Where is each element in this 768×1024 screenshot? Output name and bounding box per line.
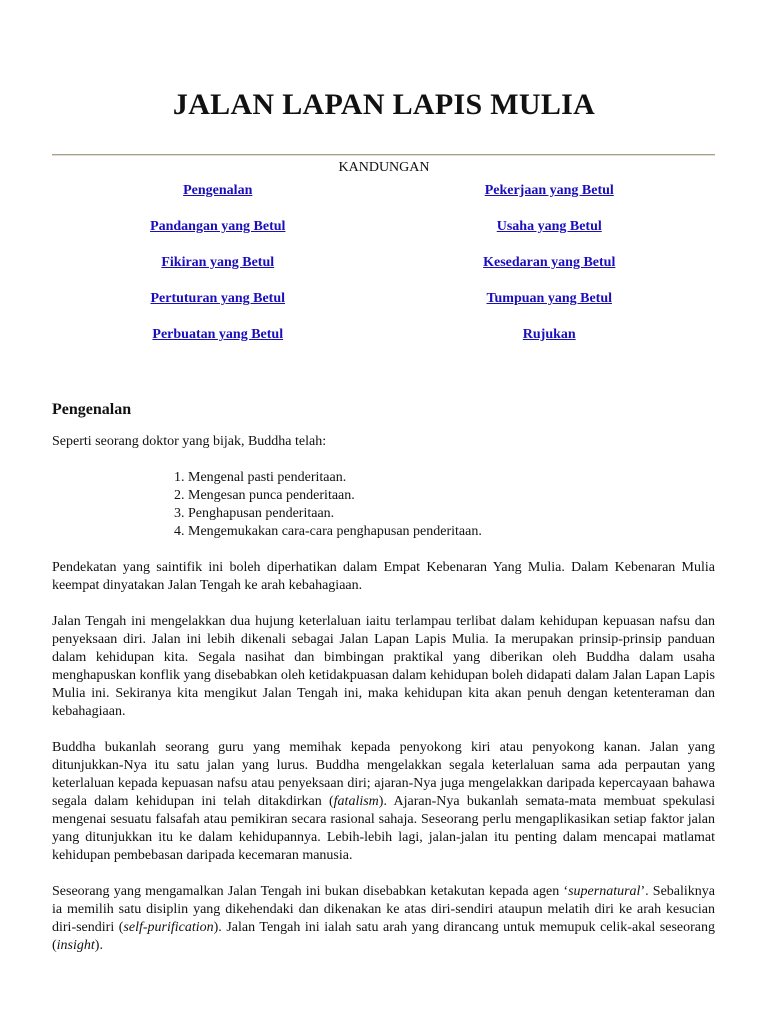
toc-link-pengenalan[interactable]: Pengenalan (183, 183, 253, 198)
list-item: 2. Mengesan punca penderitaan. (188, 487, 715, 505)
paragraph-2: Jalan Tengah ini mengelakkan dua hujung keterlaluan iaitu terlampau terlibat dalam kehidupan kepuasan nafsu dan penyeksaan diri. Jalan ini lebih dikenali sebagai Jalan Lapan Lapis Mulia. Ia merupakan prinsip-prinsip panduan dalam kehidupan kita. Segala nasihat dan bimbingan praktikal yang diberikan oleh Buddha dalam usaha menghapuskan konflik yang disebabkan oleh ketidakpuasan dalam kehidupan boleh didapati dalam Jalan Lapan Lapis Mulia ini. Sekiranya kita mengikut Jalan Tengah ini, maka kehidupan kita akan penuh dengan ketenteraman dan kebahagiaan. (52, 614, 715, 719)
p3-emphasis: fatalism (333, 794, 379, 809)
section-heading: Pengenalan (52, 401, 132, 418)
toc-heading: KANDUNGAN (338, 160, 430, 175)
toc-link-usaha[interactable]: Usaha yang Betul (496, 219, 602, 234)
p4-emphasis-3: insight (56, 938, 95, 953)
paragraph-4 (52, 883, 715, 955)
p3-text-a: Buddha bukanlah seorang guru yang memihak kepada penyokong kiri atau penyokong kanan. Jalan yang ditunjukkan-Nya itu satu jalan yang lurus. Buddha mengelakkan segala keterlaluan sama ada perpautan yang keterlaluan kepada kepuasan nafsu atau penyeksaan diri; ajaran-Nya juga mengelakkan daripada kepercayaan bahawa segala dalam kehidupan ini telah ditakdirkan ( (52, 740, 715, 809)
toc-link-fikiran[interactable]: Fikiran yang Betul (161, 255, 275, 270)
toc-row (52, 289, 715, 325)
p4-text-c: ). Jalan Tengah ini ialah satu arah yang dirancang untuk memupuk celik-akal seseorang ( (52, 920, 715, 953)
toc-link-perbuatan[interactable]: Perbuatan yang Betul (152, 327, 284, 342)
paragraph-3 (52, 739, 715, 865)
toc-row (52, 181, 715, 217)
numbered-list (52, 469, 715, 541)
p4-text-a: Seseorang yang mengamalkan Jalan Tengah ini bukan disebabkan ketakutan kepada agen ‘ (52, 884, 569, 899)
intro-paragraph: Seperti seorang doktor yang bijak, Buddha telah: (52, 434, 327, 449)
list-item: 4. Mengemukakan cara-cara penghapusan penderitaan. (188, 523, 715, 541)
p3-text-b: ). Ajaran-Nya bukanlah semata-mata membuat spekulasi mengenai sesuatu falsafah atau pemikiran secara rasional sahaja. Seseorang perlu mengaplikasikan setiap faktor jalan yang ditunjukkan itu ke dalam kehidupannya. Lebih-lebih lagi, jalan-jalan itu penting dalam mencapai matlamat kehidupan pembebasan daripada kecemaran manusia. (52, 794, 715, 863)
p4-text-d: ). (94, 938, 103, 953)
toc-link-kesedaran[interactable]: Kesedaran yang Betul (483, 255, 616, 270)
toc-row (52, 217, 715, 253)
toc-link-pandangan[interactable]: Pandangan yang Betul (150, 219, 286, 234)
toc-link-pekerjaan[interactable]: Pekerjaan yang Betul (484, 183, 614, 198)
toc-link-rujukan[interactable]: Rujukan (522, 327, 576, 342)
toc-row (52, 253, 715, 289)
horizontal-rule (52, 154, 715, 156)
toc-link-pertuturan[interactable]: Pertuturan yang Betul (150, 291, 286, 306)
p4-emphasis-1: supernatural (568, 884, 641, 899)
table-of-contents (52, 181, 715, 361)
p4-emphasis-2: self-purification (123, 920, 214, 935)
toc-row (52, 325, 715, 361)
paragraph-1: Pendekatan yang saintifik ini boleh diperhatikan dalam Empat Kebenaran Yang Mulia. Dalam Kebenaran Mulia keempat dinyatakan Jalan Tengah ke arah kebahagiaan. (52, 560, 715, 593)
page-title: JALAN LAPAN LAPIS MULIA (172, 88, 596, 121)
list-item: 1. Mengenal pasti penderitaan. (188, 469, 715, 487)
toc-link-tumpuan[interactable]: Tumpuan yang Betul (486, 291, 613, 306)
p4-text-b: ’. Sebaliknya ia memilih satu disiplin yang dikehendaki dan dikenakan ke atas diri-sendiri ataupun melatih diri ke arah kesucian diri-sendiri ( (52, 884, 716, 935)
list-item: 3. Penghapusan penderitaan. (188, 505, 715, 523)
section-pengenalan (52, 401, 715, 973)
